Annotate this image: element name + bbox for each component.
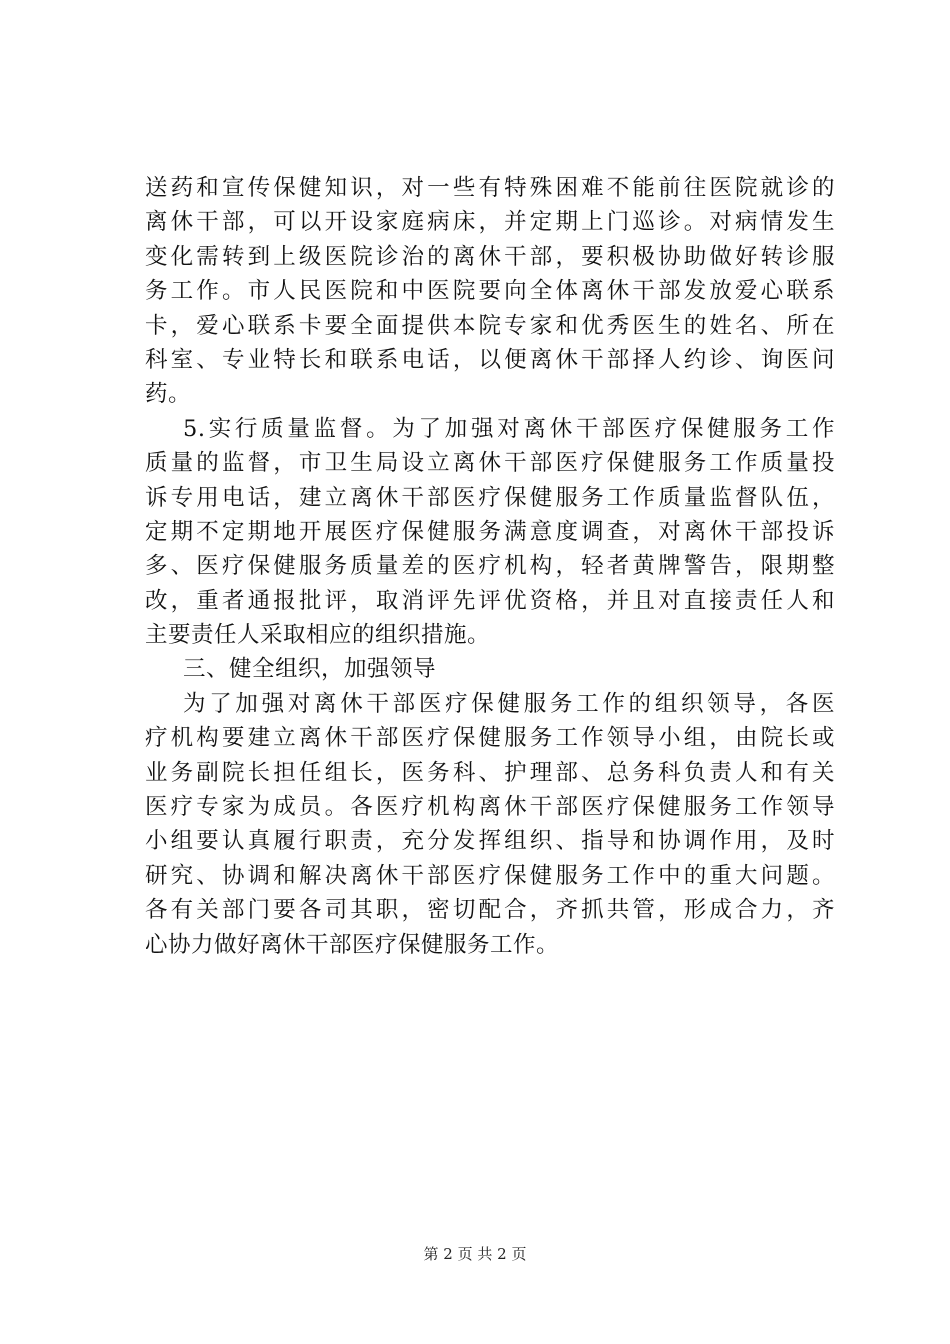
text-line: 疗机构要建立离休干部医疗保健服务工作领导小组，由院长或 <box>145 725 835 752</box>
text-line: 务工作。市人民医院和中医院要向全体离休干部发放爱心联系 <box>145 278 835 305</box>
text-line: 离休干部，可以开设家庭病床，并定期上门巡诊。对病情发生 <box>145 209 835 236</box>
page-footer: 第 2 页 共 2 页 <box>423 1245 527 1263</box>
text-line: 医疗专家为成员。各医疗机构离休干部医疗保健服务工作领导 <box>145 794 835 821</box>
text-line: 改，重者通报批评，取消评先评优资格，并且对直接责任人和 <box>145 587 835 614</box>
text-line: 科室、专业特长和联系电话，以便离休干部择人约诊、询医问 <box>145 346 835 373</box>
text-line: 多、医疗保健服务质量差的医疗机构，轻者黄牌警告，限期整 <box>145 553 835 580</box>
text-line: 卡，爱心联系卡要全面提供本院专家和优秀医生的姓名、所在 <box>145 312 835 339</box>
text-line: 诉专用电话，建立离休干部医疗保健服务工作质量监督队伍， <box>145 484 835 511</box>
section-heading: 三、健全组织，加强领导 <box>183 656 437 683</box>
text-line: 5.实行质量监督。为了加强对离休干部医疗保健服务工作 <box>183 415 835 442</box>
text-line: 研究、协调和解决离休干部医疗保健服务工作中的重大问题。 <box>145 862 835 889</box>
text-line: 送药和宣传保健知识，对一些有特殊困难不能前往医院就诊的 <box>145 175 835 201</box>
text-line: 为了加强对离休干部医疗保健服务工作的组织领导，各医 <box>183 690 835 717</box>
text-line: 心协力做好离休干部医疗保健服务工作。 <box>145 931 560 958</box>
text-line: 质量的监督，市卫生局设立离休干部医疗保健服务工作质量投 <box>145 450 835 477</box>
text-line: 定期不定期地开展医疗保健服务满意度调查，对离休干部投诉 <box>145 518 835 545</box>
text-line: 业务副院长担任组长，医务科、护理部、总务科负责人和有关 <box>145 759 835 786</box>
text-line: 主要责任人采取相应的组织措施。 <box>145 622 491 649</box>
text-line: 药。 <box>145 381 192 408</box>
document-body <box>145 171 835 962</box>
text-line: 各有关部门要各司其职，密切配合，齐抓共管，形成合力，齐 <box>145 897 835 924</box>
text-line: 小组要认真履行职责，充分发挥组织、指导和协调作用，及时 <box>145 828 835 855</box>
text-line: 变化需转到上级医院诊治的离休干部，要积极协助做好转诊服 <box>145 243 835 270</box>
